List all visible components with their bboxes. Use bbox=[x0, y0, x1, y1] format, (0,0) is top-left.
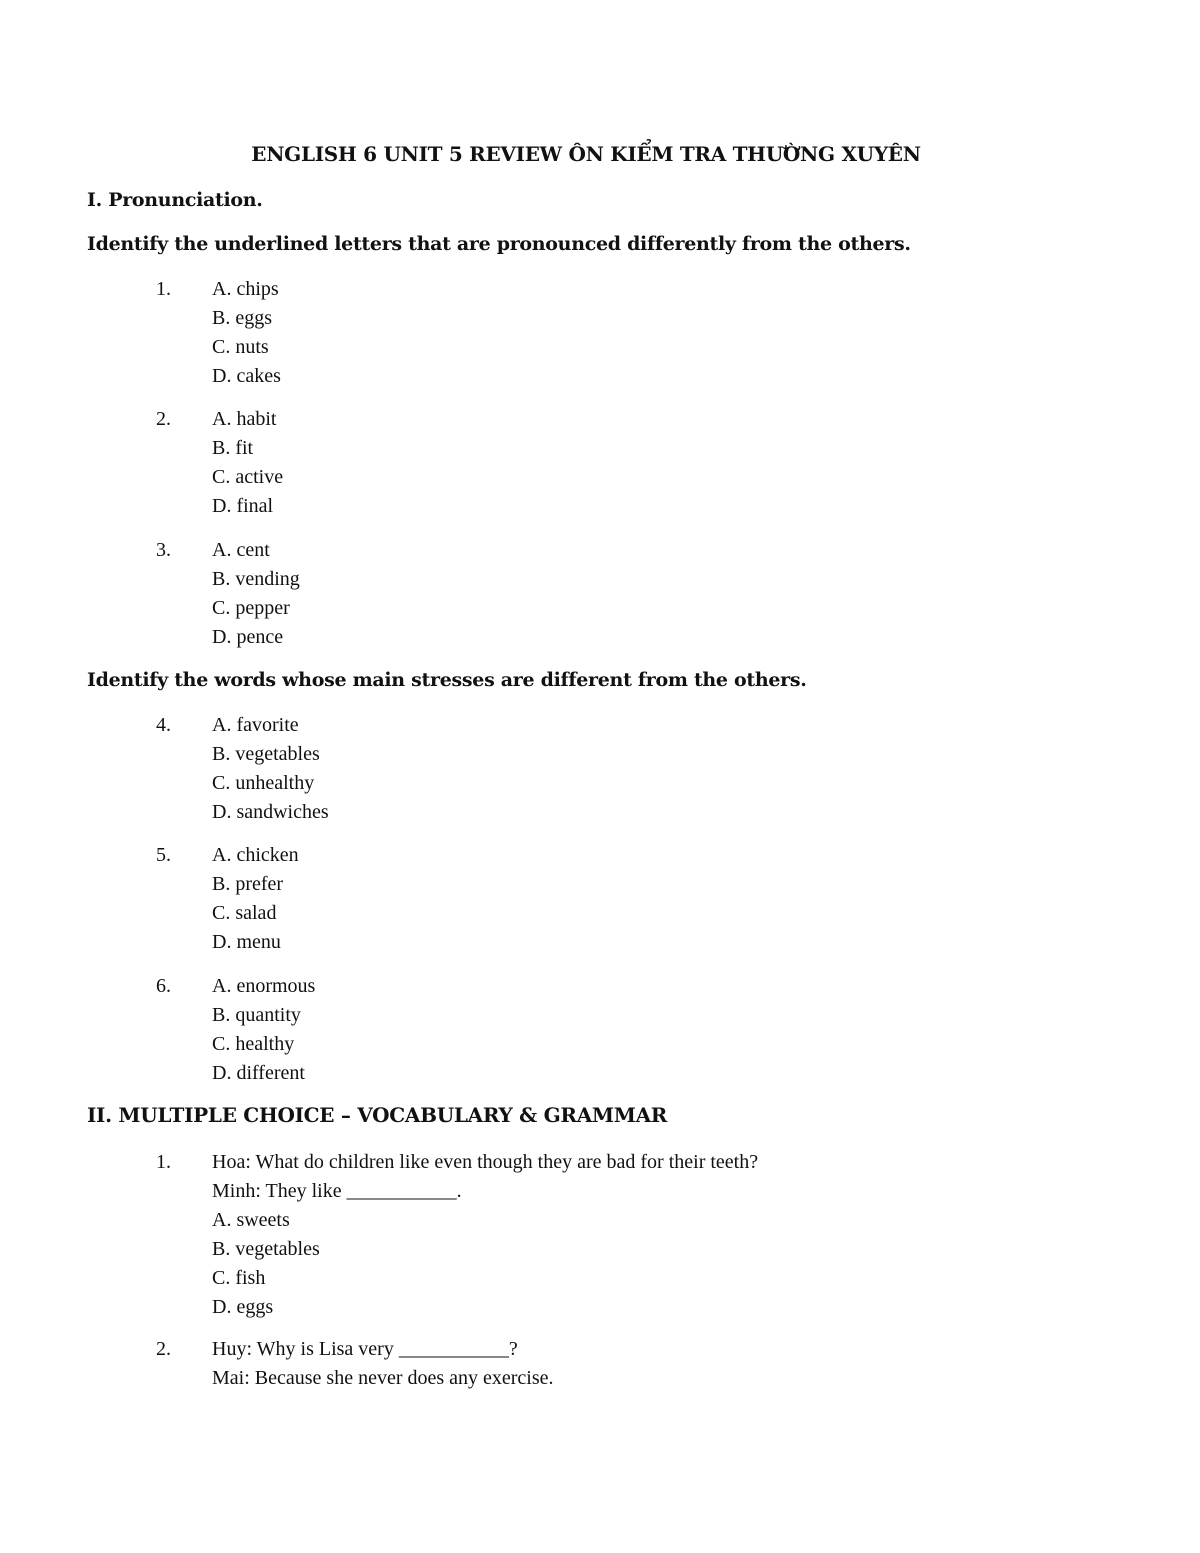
option-b: B . vegetables bbox=[212, 1235, 758, 1264]
question-options bbox=[212, 275, 281, 391]
option-a: A . habit bbox=[212, 405, 283, 434]
option-a: A . enormous bbox=[212, 972, 315, 1001]
question-options bbox=[212, 711, 329, 827]
question-number: 5. bbox=[156, 844, 171, 866]
option-c: C . nuts bbox=[212, 333, 281, 362]
instruction-main-stress: Identify the words whose main stresses are different from the others. bbox=[87, 669, 807, 691]
question-number: 2. bbox=[156, 408, 171, 430]
question-number: 6. bbox=[156, 975, 171, 997]
option-d: D . menu bbox=[212, 928, 299, 957]
option-d: D . cakes bbox=[212, 362, 281, 391]
question-prompt-line: Mai: Because she never does any exercise. bbox=[212, 1367, 554, 1389]
option-b: B . vegetables bbox=[212, 740, 329, 769]
option-a: A . cent bbox=[212, 536, 300, 565]
option-c: C . active bbox=[212, 463, 283, 492]
document-title: ENGLISH 6 UNIT 5 REVIEW ÔN KIỂM TRA THƯỜNG XUYÊN bbox=[251, 142, 921, 166]
option-d: D . pence bbox=[212, 623, 300, 652]
option-b: B . prefer bbox=[212, 870, 299, 899]
option-c: C . pepper bbox=[212, 594, 300, 623]
option-c: C . healthy bbox=[212, 1030, 315, 1059]
option-d: D . eggs bbox=[212, 1293, 758, 1322]
option-b: B . fit bbox=[212, 434, 283, 463]
question-options bbox=[212, 536, 300, 652]
question-options bbox=[212, 841, 299, 957]
option-d: D . sandwiches bbox=[212, 798, 329, 827]
section-heading-pronunciation: I. Pronunciation. bbox=[87, 189, 263, 211]
question-content bbox=[212, 1335, 554, 1393]
option-b: B . eggs bbox=[212, 304, 281, 333]
question-options bbox=[212, 405, 283, 521]
question-content bbox=[212, 1148, 758, 1322]
option-c: C . fish bbox=[212, 1264, 758, 1293]
option-c: C . salad bbox=[212, 899, 299, 928]
option-d: D . final bbox=[212, 492, 283, 521]
question-options bbox=[212, 972, 315, 1088]
option-b: B . vending bbox=[212, 565, 300, 594]
question-number: 1. bbox=[156, 278, 171, 300]
instruction-underlined-letters: Identify the underlined letters that are pronounced differently from the others. bbox=[87, 233, 911, 255]
question-number: 1. bbox=[156, 1151, 171, 1173]
question-number: 2. bbox=[156, 1338, 171, 1360]
option-a: A . sweets bbox=[212, 1206, 758, 1235]
question-number: 4. bbox=[156, 714, 171, 736]
question-number: 3. bbox=[156, 539, 171, 561]
option-d: D . different bbox=[212, 1059, 315, 1088]
question-prompt-line: Hoa: What do children like even though they are bad for their teeth? bbox=[212, 1151, 759, 1173]
section-heading-multiple-choice: II. MULTIPLE CHOICE – VOCABULARY & GRAMMAR bbox=[87, 1103, 668, 1127]
question-prompt-line: Huy: Why is Lisa very ___________? bbox=[212, 1338, 518, 1360]
option-c: C . unhealthy bbox=[212, 769, 329, 798]
option-a: A . chips bbox=[212, 275, 281, 304]
option-a: A . chicken bbox=[212, 841, 299, 870]
option-a: A . favorite bbox=[212, 711, 329, 740]
option-b: B . quantity bbox=[212, 1001, 315, 1030]
question-prompt-line: Minh: They like ___________. bbox=[212, 1180, 462, 1202]
